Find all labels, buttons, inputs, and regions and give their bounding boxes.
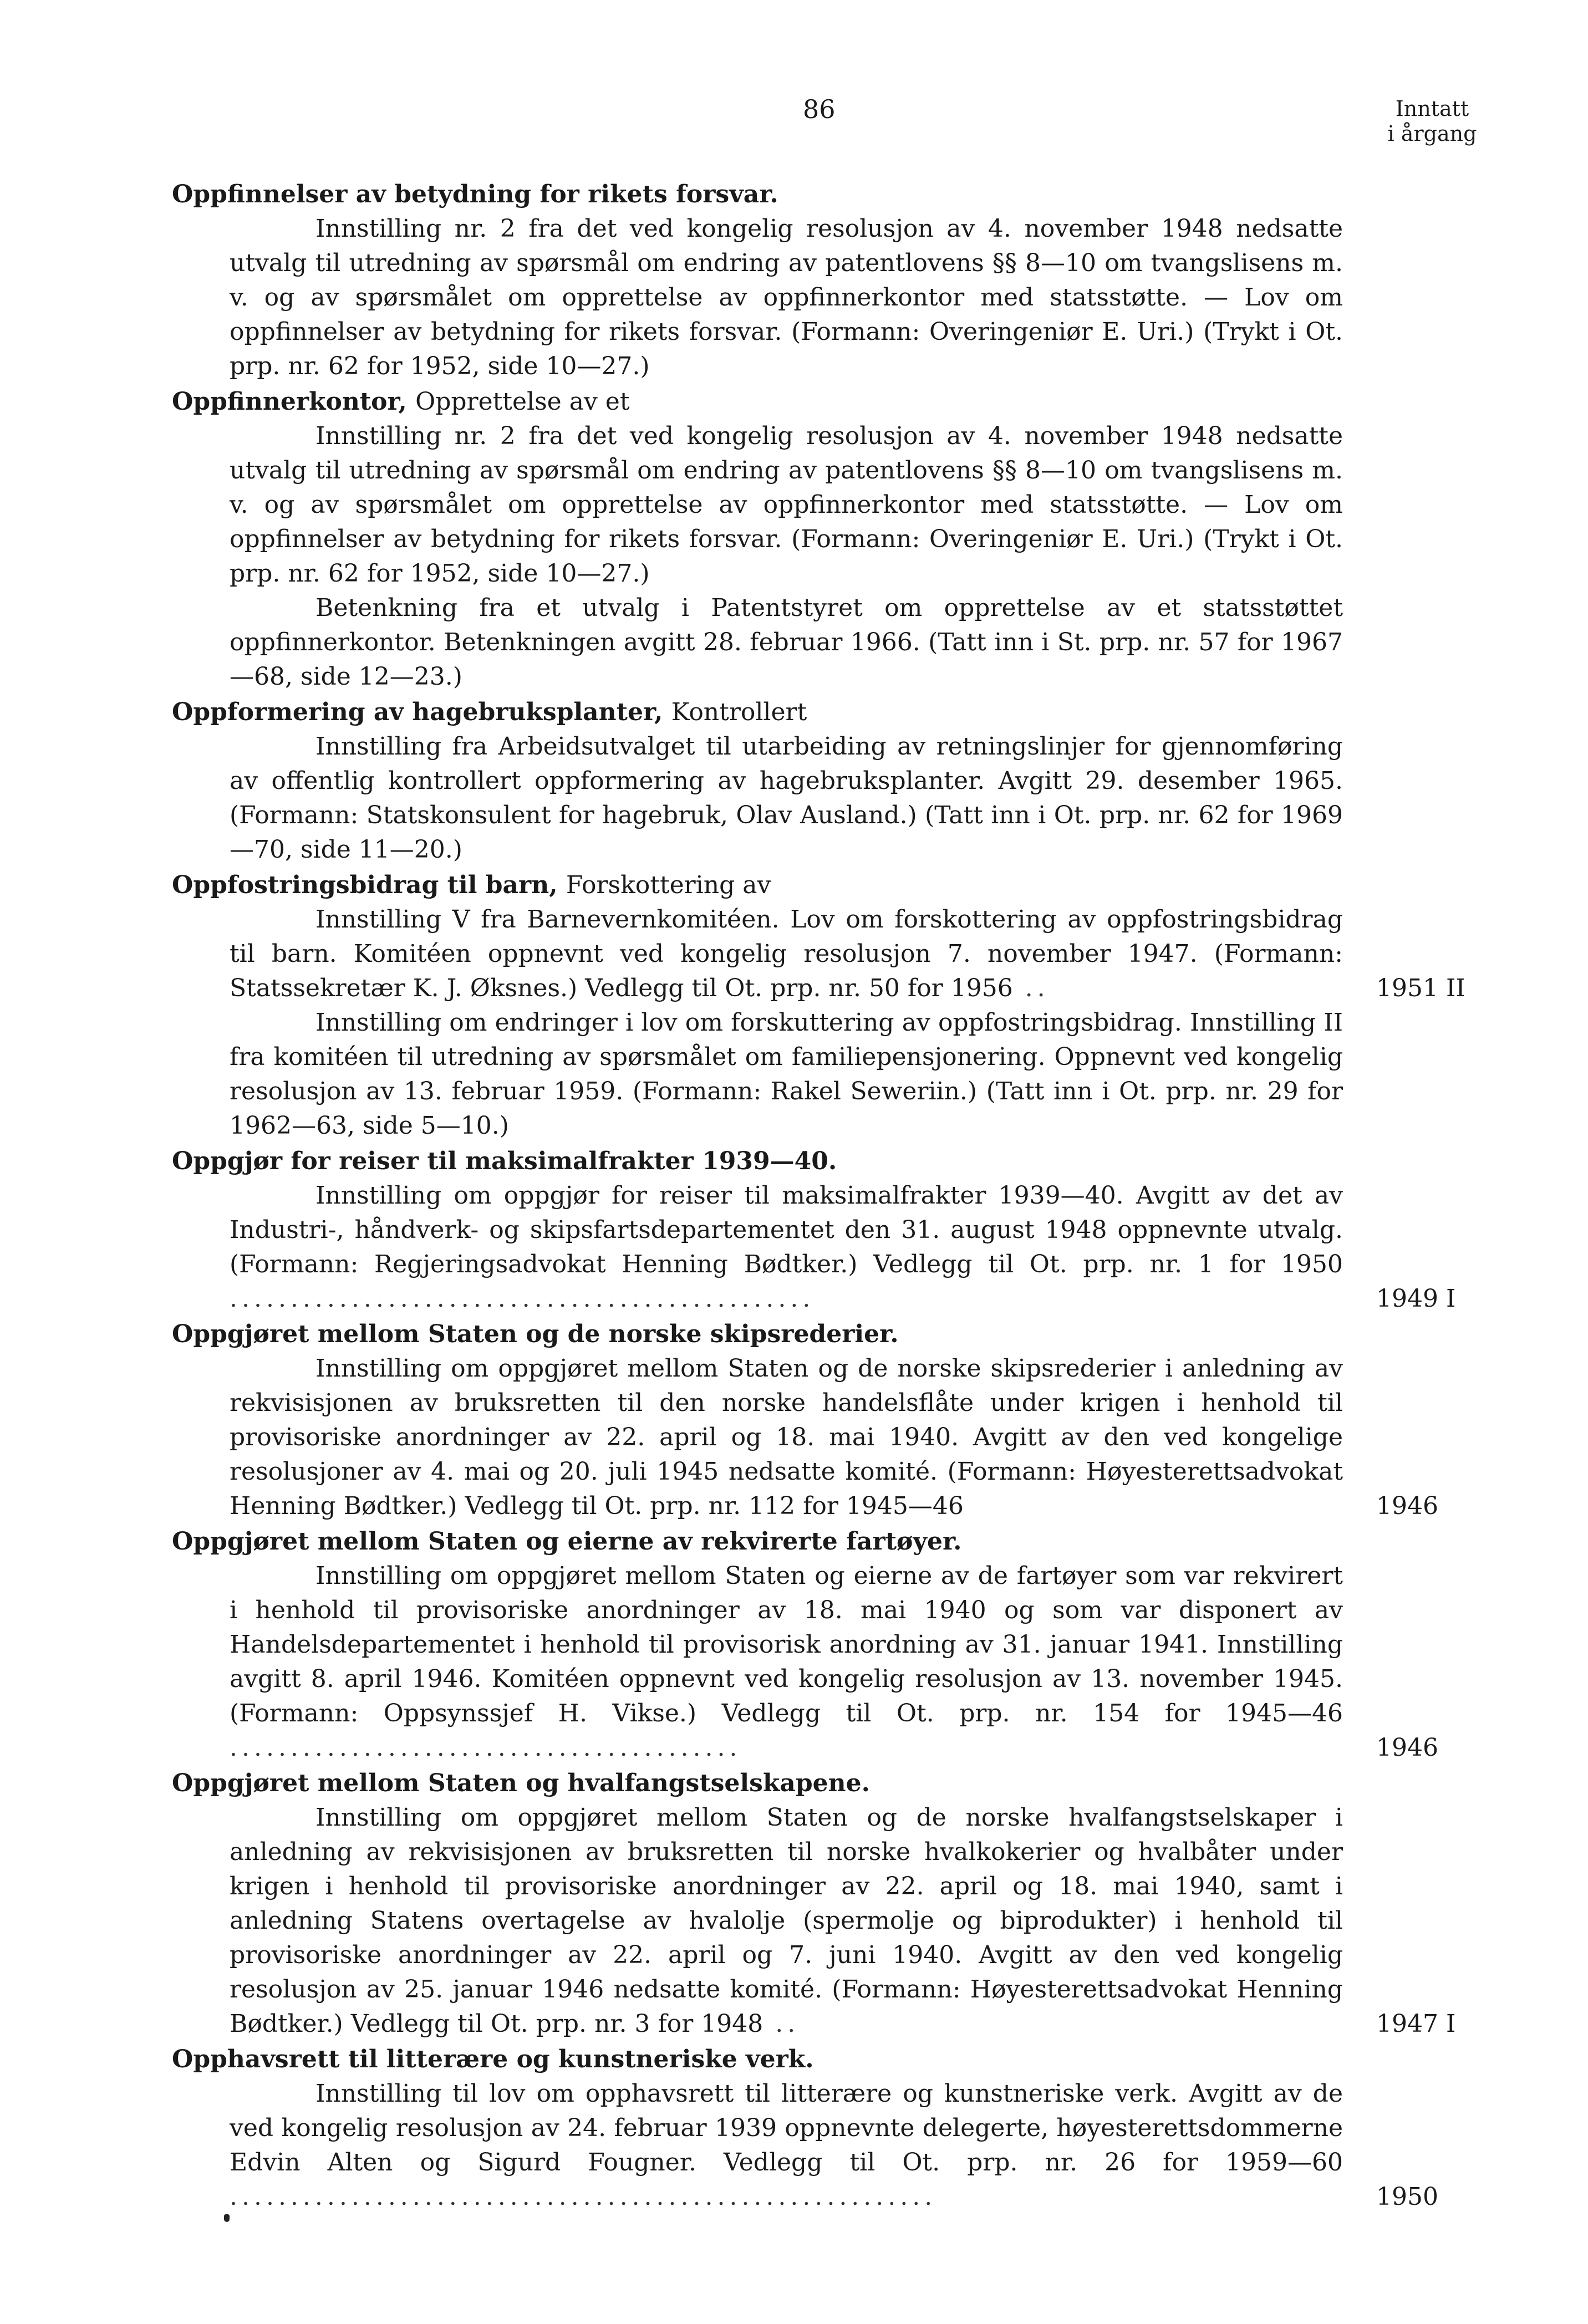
paragraph-text: Innstilling V fra Barnevernkomitéen. Lov om forskottering av oppfostringsbidrag til barn. Komitéen oppnevnt ved kongelig resolusjon 7. november 1947. (Formann: Statssekretær K. J. Øksnes.) Vedlegg til Ot. prp. nr. 50 for 1956	[230, 905, 1343, 1002]
entry-paragraph	[172, 1559, 1438, 1765]
year-column-header-line-1: Inntatt	[1395, 96, 1469, 121]
dot-leader: ..	[1012, 974, 1050, 1002]
entry-subtitle: Forskottering av	[566, 871, 771, 899]
paragraph-text: Innstilling om oppgjør for reiser til maksimalfrakter 1939—40. Avgitt av det av Industri-, håndverk- og skipsfartsdepartementet den 31. august 1948 oppnevnte utvalg. (Formann: Regjeringsadvokat Henning Bødtker.) Vedlegg til Ot. prp. nr. 1 for 1950	[230, 1181, 1343, 1278]
entry-heading	[172, 1317, 1397, 1352]
entry-title: Oppformering av hagebruksplanter,	[172, 698, 663, 726]
year-column-header	[1374, 96, 1490, 146]
paragraph-text: Innstilling om oppgjøret mellom Staten og de norske skipsrederier i anledning av rekvisisjonen av bruksretten til den norske handelsflåte under krigen i henhold til provisoriske anordninger av 22. april og 18. mai 1940. Avgitt av den ved kongelige resolusjoner av 4. mai og 20. juli 1945 nedsatte komité. (Formann: Høyesterettsadvokat Henning Bødtker.) Vedlegg til Ot. prp. nr. 112 for 1945—46	[230, 1354, 1343, 1520]
entry-title: Oppfinnelser av betydning for rikets forsvar.	[172, 180, 778, 208]
entry-heading	[172, 1525, 1397, 1559]
entry-title: Oppgjøret mellom Staten og eierne av rekvirerte fartøyer.	[172, 1527, 962, 1556]
entry-title: Oppgjøret mellom Staten og hvalfangstselskapene.	[172, 1769, 870, 1797]
entry-heading	[172, 177, 1397, 212]
year-column-header-line-2: i årgang	[1387, 121, 1477, 146]
entry-subtitle: Kontrollert	[671, 698, 807, 726]
entry-paragraph	[172, 2077, 1438, 2214]
index-entries	[172, 176, 1465, 2214]
dot-leader: ..........................................................	[230, 2183, 937, 2211]
entry-paragraph	[172, 1801, 1456, 2041]
entry-paragraph	[172, 591, 1343, 694]
dot-leader: ..	[763, 2010, 800, 2038]
entry-heading	[172, 1144, 1397, 1179]
entry-heading	[172, 1766, 1397, 1801]
volume-reference: 1946	[1376, 1492, 1438, 1520]
paragraph-text: Innstilling nr. 2 fra det ved kongelig resolusjon av 4. november 1948 nedsatte utvalg til utredning av spørsmål om endring av patentlovens §§ 8—10 om tvangslisens m. v. og av spørsmålet om opprettelse av oppfinnerkontor med statsstøtte. — Lov om oppfinnelser av betydning for rikets forsvar. (Formann: Overingeniør E. Uri.) (Trykt i Ot. prp. nr. 62 for 1952, side 10—27.)	[230, 422, 1343, 588]
entry-title: Oppfostringsbidrag til barn,	[172, 871, 558, 899]
volume-reference: 1947 I	[1376, 2010, 1456, 2038]
entry-paragraph	[172, 903, 1465, 1006]
dot-leader: ................................................	[230, 1285, 815, 1313]
entry-paragraph	[172, 730, 1343, 867]
entry-paragraph	[172, 212, 1343, 384]
paragraph-text: Innstilling fra Arbeidsutvalget til utarbeiding av retningslinjer for gjennomføring av offentlig kontrollert oppformering av hagebruksplanter. Avgitt 29. desember 1965. (Formann: Statskonsulent for hagebruk, Olav Ausland.) (Tatt inn i Ot. prp. nr. 62 for 1969—70, side 11—20.)	[230, 732, 1343, 864]
paragraph-text: Innstilling om oppgjøret mellom Staten og eierne av de fartøyer som var rekvirert i henhold til provisoriske anordninger av 18. mai 1940 og som var disponert av Handelsdepartementet i henhold til provisorisk anordning av 31. januar 1941. Innstilling avgitt 8. april 1946. Komitéen oppnevnt ved kongelig resolusjon av 13. november 1945. (Formann: Oppsynssjef H. Vikse.) Vedlegg til Ot. prp. nr. 154 for 1945—46	[230, 1562, 1343, 1727]
entry-heading	[172, 2042, 1397, 2077]
entry-heading	[172, 385, 1397, 419]
paragraph-text: Innstilling til lov om opphavsrett til litterære og kunstneriske verk. Avgitt av de ved kongelig resolusjon av 24. februar 1939 oppnevnte delegerte, høyesterettsdommerne Edvin Alten og Sigurd Fougner. Vedlegg til Ot. prp. nr. 26 for 1959—60	[230, 2080, 1343, 2177]
paragraph-text: Innstilling nr. 2 fra det ved kongelig resolusjon av 4. november 1948 nedsatte utvalg til utredning av spørsmål om endring av patentlovens §§ 8—10 om tvangslisens m. v. og av spørsmålet om opprettelse av oppfinnerkontor med statsstøtte. — Lov om oppfinnelser av betydning for rikets forsvar. (Formann: Overingeniør E. Uri.) (Trykt i Ot. prp. nr. 62 for 1952, side 10—27.)	[230, 215, 1343, 380]
entry-heading	[172, 695, 1397, 730]
entry-title: Oppgjøret mellom Staten og de norske skipsrederier.	[172, 1320, 899, 1348]
print-speck	[224, 2214, 230, 2222]
entry-paragraph	[172, 419, 1343, 591]
paragraph-text: Betenkning fra et utvalg i Patentstyret om opprettelse av et statsstøttet oppfinnerkontor. Betenkningen avgitt 28. februar 1966. (Tatt inn i St. prp. nr. 57 for 1967—68, side 12—23.)	[230, 594, 1343, 691]
entry-paragraph	[172, 1352, 1438, 1523]
volume-reference: 1946	[1376, 1734, 1438, 1762]
paragraph-text: Innstilling om endringer i lov om forskuttering av oppfostringsbidrag. Innstilling II fra komitéen til utredning av spørsmålet om familiepensjonering. Oppnevnt ved kongelig resolusjon av 13. februar 1959. (Formann: Rakel Seweriin.) (Tatt inn i Ot. prp. nr. 29 for 1962—63, side 5—10.)	[230, 1008, 1343, 1140]
volume-reference: 1950	[1376, 2183, 1438, 2211]
volume-reference: 1951 II	[1376, 974, 1465, 1002]
entry-paragraph	[172, 1006, 1343, 1143]
entry-title: Oppgjør for reiser til maksimalfrakter 1939—40.	[172, 1147, 837, 1175]
paragraph-text: Innstilling om oppgjøret mellom Staten og de norske hvalfangstselskaper i anledning av rekvisisjonen av bruksretten til norske hvalkokerier og hvalbåter under krigen i henhold til provisoriske anordninger av 22. april og 18. mai 1940, samt i anledning Statens overtagelse av hvalolje (spermolje og biprodukter) i henhold til provisoriske anordninger av 22. april og 7. juni 1940. Avgitt av den ved kongelig resolusjon av 25. januar 1946 nedsatte komité. (Formann: Høyesterettsadvokat Henning Bødtker.) Vedlegg til Ot. prp. nr. 3 for 1948	[230, 1803, 1343, 2038]
entry-title: Oppfinnerkontor,	[172, 388, 407, 416]
entry-heading	[172, 868, 1397, 903]
entry-title: Opphavsrett til litterære og kunstneriske verk.	[172, 2045, 814, 2073]
volume-reference: 1949 I	[1376, 1285, 1456, 1313]
entry-subtitle: Opprettelse av et	[415, 388, 630, 416]
entry-paragraph	[172, 1179, 1456, 1316]
dot-leader: ..........................................	[230, 1734, 742, 1762]
page-number: 86	[803, 94, 836, 124]
